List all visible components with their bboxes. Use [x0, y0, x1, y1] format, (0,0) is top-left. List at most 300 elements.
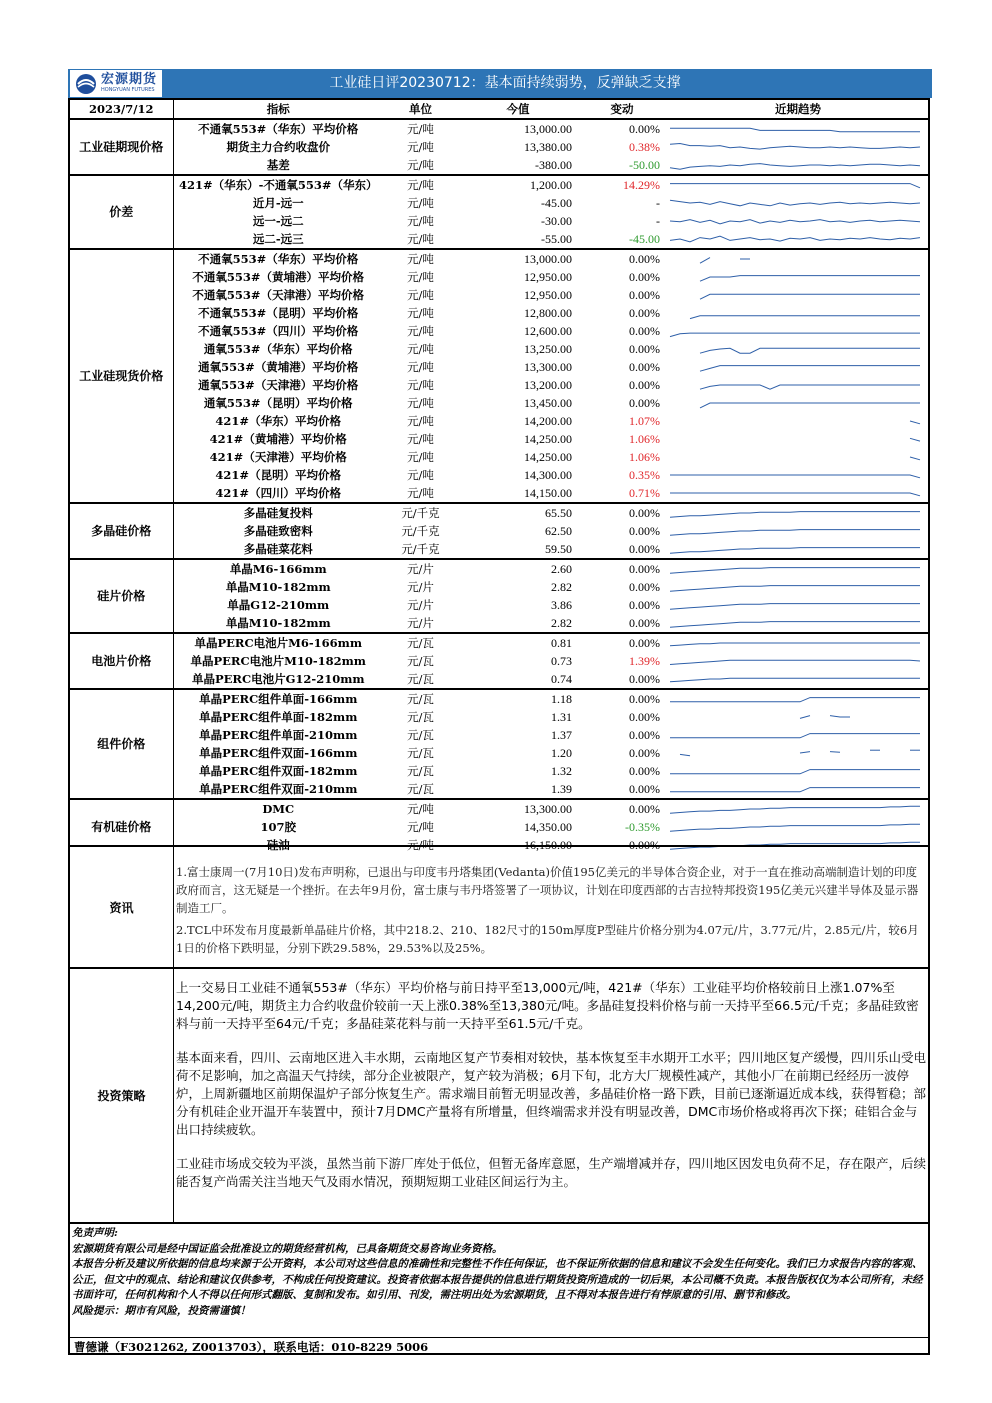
sparkline-line [700, 403, 920, 408]
table-row [70, 578, 930, 596]
indicator-cell: DMC [173, 799, 383, 818]
sparkline-chart [666, 744, 924, 762]
indicator-cell: 单晶PERC组件单面-210mm [199, 727, 358, 742]
value-cell: 13,450.00 [524, 395, 572, 410]
unit-cell: 元/吨 [407, 359, 434, 374]
trend-sparkline [666, 230, 930, 249]
unit-cell: 元/瓦 [407, 671, 434, 686]
strategy-body [176, 979, 926, 1207]
indicator-cell: 不通氧553#（四川）平均价格 [198, 323, 359, 338]
indicator-cell: 单晶M10-182mm [225, 579, 331, 594]
sparkline-line [690, 316, 920, 319]
trend-sparkline [666, 689, 930, 708]
change-cell: 0.71% [629, 485, 660, 500]
sparkline-line [670, 643, 920, 646]
logo-mark-icon [74, 73, 98, 95]
table-row [70, 156, 930, 175]
sparkline-line [670, 806, 920, 813]
sparkline-line [670, 698, 920, 702]
table-row [70, 322, 930, 340]
indicator-cell: 421#（华东）平均价格 [215, 413, 342, 428]
unit-cell: 元/瓦 [407, 745, 434, 760]
trend-sparkline [666, 503, 930, 522]
sparkline-chart [666, 286, 924, 304]
sparkline-chart [666, 194, 924, 212]
unit-cell: 元/吨 [407, 269, 434, 284]
sparkline-chart [666, 340, 924, 358]
sparkline-chart [666, 376, 924, 394]
sparkline-line [700, 258, 710, 264]
change-cell: 0.00% [629, 579, 660, 594]
table-row [70, 175, 930, 194]
trend-sparkline [666, 652, 930, 670]
indicator-cell: 单晶M6-166mm [173, 559, 383, 578]
news-item: 2.TCL中环发布月度最新单晶硅片价格，其中218.2、210、182尺寸的150m厚度P型硅片价格分别为4.07元/片，3.77元/片，2.85元/片，较6月1日的价格下跌明显，分别下跌29.58%，29.53%以及25%。 [176, 923, 919, 955]
value-cell: 12,950.00 [524, 287, 572, 302]
table-row [70, 194, 930, 212]
indicator-cell: 单晶PERC组件双面-166mm [199, 745, 358, 760]
unit-cell: 元/瓦 [407, 781, 434, 796]
trend-sparkline [666, 412, 930, 430]
indicator-cell: 通氧553#（华东）平均价格 [203, 341, 353, 356]
indicator-cell: 单晶PERC电池片G12-210mm [191, 671, 365, 686]
sparkline-chart [666, 304, 924, 322]
trend-sparkline [666, 484, 930, 503]
sparkline-chart [666, 230, 924, 248]
indicator-cell: 远一-远二 [252, 213, 304, 228]
table-row [70, 540, 930, 559]
sparkline-chart [666, 726, 924, 744]
sparkline-line [670, 236, 920, 242]
change-cell: 0.00% [629, 745, 660, 760]
table-row [70, 138, 930, 156]
header-trend: 近期趋势 [666, 100, 930, 119]
strategy-label: 投资策略 [70, 969, 174, 1222]
unit-cell: 元/片 [407, 615, 434, 630]
unit-cell: 元/千克 [401, 523, 440, 538]
trend-sparkline [666, 708, 930, 726]
strategy-paragraph: 基本面来看，四川、云南地区进入丰水期，云南地区复产节奏相对较快，基本恢复至丰水期开工水平；四川地区复产缓慢，四川乐山受电荷不足影响，加之高温天气持续，部分企业被限产，复产较为消极；6月下旬，北方大厂规模性减产，其他小厂在前期已经经历一波停炉，上周新疆地区前期保温炉子部分恢复生产。需求端目前暂无明显改善，多晶硅价格一路下跌，目前已逐渐逼近成本线，获得暂稳；部分有机硅企业开温开车装置中，预计7月DMC产量将有所增量，但终端需求并没有明显改善，DMC市场价格或将再次下探；硅铝合金与出口持续疲软。 [176, 1050, 927, 1137]
unit-cell: 元/吨 [407, 341, 434, 356]
table-row [70, 708, 930, 726]
value-cell: 0.81 [458, 633, 578, 652]
table-row [70, 394, 930, 412]
sparkline-chart [666, 484, 924, 502]
unit-cell: 元/瓦 [383, 689, 458, 708]
company-logo [70, 70, 162, 97]
trend-sparkline [666, 818, 930, 836]
value-cell: 16,150.00 [524, 837, 572, 852]
value-cell: 13,300.00 [524, 359, 572, 374]
sparkline-chart [666, 780, 924, 798]
trend-sparkline [666, 762, 930, 780]
sparkline-line [700, 294, 920, 299]
indicator-cell: 硅油 [266, 837, 290, 852]
change-cell: -0.35% [625, 819, 660, 834]
sparkline-line [670, 220, 920, 224]
category-label: 有机硅价格 [70, 799, 173, 854]
unit-cell: 元/吨 [407, 467, 434, 482]
value-cell: 12,600.00 [524, 323, 572, 338]
value-cell: 13,000.00 [458, 249, 578, 268]
report-title: 工业硅日评20230712：基本面持续弱势，反弹缺乏支撑 [329, 75, 681, 91]
value-cell: 2.60 [458, 559, 578, 578]
value-cell: 2.82 [551, 615, 572, 630]
unit-cell: 元/千克 [401, 541, 440, 556]
change-cell: 1.06% [629, 431, 660, 446]
change-cell: 0.00% [629, 671, 660, 686]
change-cell: 0.00% [629, 359, 660, 374]
trend-sparkline [666, 559, 930, 578]
value-cell: 65.50 [458, 503, 578, 522]
trend-sparkline [666, 726, 930, 744]
change-cell: 0.00% [629, 541, 660, 556]
table-row [70, 448, 930, 466]
report-date: 2023/7/12 [70, 100, 173, 119]
change-cell: 0.00% [629, 781, 660, 796]
table-row [70, 744, 930, 762]
trend-sparkline [666, 670, 930, 689]
sparkline-chart [666, 818, 924, 836]
sparkline-line [670, 586, 920, 592]
value-cell: 59.50 [545, 541, 572, 556]
value-cell: 14,350.00 [524, 819, 572, 834]
value-cell: 13,300.00 [458, 799, 578, 818]
change-cell: 1.39% [629, 653, 660, 668]
value-cell: -55.00 [541, 231, 572, 246]
disclaimer-title: 免责声明: [72, 1227, 118, 1239]
change-cell: 1.06% [629, 449, 660, 464]
unit-cell: 元/瓦 [407, 653, 434, 668]
indicator-cell: 421#（昆明）平均价格 [215, 467, 342, 482]
logo-cn: 宏源期货 [101, 72, 158, 87]
change-cell: 0.00% [629, 615, 660, 630]
change-cell: 0.00% [578, 633, 666, 652]
trend-sparkline [666, 430, 930, 448]
change-cell: 0.00% [629, 763, 660, 778]
disclaimer-line: 本报告分析及建议所依据的信息均来源于公开资料，本公司对这些信息的准确性和完整性不作任何保证，也不保证所依据的信息和建议不会发生任何变化。我们已力求报告内容的客观、公正，但文中的观点、结论和建议仅供参考，不构成任何投资建议。投资者依据本报告提供的信息进行期货投资所造成的一切后果，本公司概不负责。本报告版权仅为本公司所有，未经书面许可，任何机构和个人不得以任何形式翻版、复制和发布。如引用、刊发，需注明出处为宏源期货，且不得对本报告进行有悖原意的引用、删节和修改。 [72, 1258, 923, 1301]
trend-sparkline [666, 799, 930, 818]
trend-sparkline [666, 286, 930, 304]
unit-cell: 元/千克 [383, 503, 458, 522]
contact-info: 曹德谦（F3021262, Z0013703），联系电话：010-8229 5006 [70, 1337, 930, 1355]
table-row [70, 340, 930, 358]
indicator-cell: 107胶 [260, 819, 296, 834]
trend-sparkline [666, 249, 930, 268]
value-cell: 13,250.00 [524, 341, 572, 356]
table-row [70, 484, 930, 503]
sparkline-line [670, 512, 920, 518]
value-cell: 3.86 [551, 597, 572, 612]
value-cell: -45.00 [541, 195, 572, 210]
change-cell: 0.00% [578, 503, 666, 522]
sparkline-chart [666, 212, 924, 230]
category-label: 价差 [70, 175, 173, 249]
value-cell: -380.00 [535, 157, 572, 172]
value-cell: 1,200.00 [458, 175, 578, 194]
sparkline-line [670, 788, 920, 792]
indicator-cell: 单晶PERC组件单面-166mm [173, 689, 383, 708]
indicator-cell: 期货主力合约收盘价 [226, 139, 330, 154]
sparkline-line [800, 716, 810, 719]
trend-sparkline [666, 358, 930, 376]
trend-sparkline [666, 466, 930, 484]
table-row [70, 652, 930, 670]
sparkline-chart [666, 578, 924, 596]
category-label: 工业硅现货价格 [70, 249, 173, 503]
indicator-cell: 单晶PERC电池片M10-182mm [190, 653, 366, 668]
table-row [70, 689, 930, 708]
trend-sparkline [666, 744, 930, 762]
indicator-cell: 多晶硅菜花料 [243, 541, 313, 556]
sparkline-chart [666, 138, 924, 156]
table-row [70, 230, 930, 249]
indicator-cell: 不通氧553#（华东）平均价格 [173, 249, 383, 268]
table-header-row [70, 100, 930, 119]
value-cell: 1.39 [551, 781, 572, 796]
value-cell: 14,300.00 [524, 467, 572, 482]
unit-cell: 元/瓦 [407, 727, 434, 742]
change-cell: 0.00% [578, 799, 666, 818]
sparkline-line [670, 604, 920, 610]
change-cell: 0.00% [629, 305, 660, 320]
value-cell: 2.82 [551, 579, 572, 594]
change-cell: 0.00% [578, 689, 666, 708]
unit-cell: 元/吨 [407, 213, 434, 228]
news-body [176, 863, 926, 961]
change-cell: 0.00% [629, 269, 660, 284]
unit-cell: 元/吨 [407, 837, 434, 852]
value-cell: 14,250.00 [524, 449, 572, 464]
unit-cell: 元/吨 [407, 431, 434, 446]
unit-cell: 元/吨 [407, 195, 434, 210]
table-row [70, 212, 930, 230]
unit-cell: 元/吨 [383, 799, 458, 818]
table-row [70, 286, 930, 304]
indicator-cell: 单晶PERC组件单面-182mm [199, 709, 358, 724]
indicator-cell: 基差 [266, 157, 290, 172]
value-cell: -30.00 [541, 213, 572, 228]
change-cell: 0.00% [578, 559, 666, 578]
change-cell: 0.00% [629, 287, 660, 302]
unit-cell: 元/吨 [407, 139, 434, 154]
table-row [70, 780, 930, 799]
change-cell: 0.35% [629, 467, 660, 482]
value-cell: 12,950.00 [524, 269, 572, 284]
indicator-cell: 不通氧553#（黄埔港）平均价格 [192, 269, 365, 284]
strategy-paragraph: 工业硅市场成交较为平淡，虽然当前下游厂库处于低位，但暂无备库意愿，生产端增减并存，四川地区因发电负荷不足，存在限产，后续能否复产尚需关注当地天气及雨水情况，预期短期工业硅区间运行为主。 [176, 1156, 927, 1189]
news-item: 1.富士康周一(7月10日)发布声明称，已退出与印度韦丹塔集团(Vedanta)价值195亿美元的半导体合资企业，对于一直在推动高端制造计划的印度政府而言，这无疑是一个挫折。在去年9月份，富士康与韦丹塔签署了一项协议，计划在印度西部的古吉拉特邦投资195亿美元兴建半导体及显示器制造工厂。 [176, 865, 919, 915]
news-label: 资讯 [70, 847, 174, 967]
trend-sparkline [666, 119, 930, 138]
indicator-cell: 通氧553#（黄埔港）平均价格 [198, 359, 359, 374]
unit-cell: 元/吨 [383, 175, 458, 194]
value-cell: 1.37 [551, 727, 572, 742]
table-row [70, 358, 930, 376]
sparkline-line [670, 548, 920, 554]
trend-sparkline [666, 376, 930, 394]
sparkline-chart [666, 634, 924, 652]
sparkline-line [670, 333, 920, 337]
sparkline-chart [666, 156, 924, 174]
unit-cell: 元/吨 [407, 485, 434, 500]
indicator-cell: 421#（华东）-不通氧553#（华东） [173, 175, 383, 194]
sparkline-chart [666, 540, 924, 558]
table-row [70, 762, 930, 780]
table-row [70, 799, 930, 818]
trend-sparkline [666, 614, 930, 633]
trend-sparkline [666, 212, 930, 230]
table-row [70, 818, 930, 836]
header-unit: 单位 [383, 100, 458, 119]
sparkline-line [830, 716, 850, 717]
unit-cell: 元/片 [407, 597, 434, 612]
indicator-cell: 单晶G12-210mm [227, 597, 330, 612]
sparkline-chart [666, 176, 924, 194]
unit-cell: 元/吨 [407, 413, 434, 428]
sparkline-line [670, 475, 920, 478]
indicator-cell: 多晶硅致密料 [243, 523, 313, 538]
sparkline-line [670, 734, 920, 738]
disclaimer-divider [70, 1222, 930, 1224]
unit-cell: 元/吨 [383, 249, 458, 268]
sparkline-chart [666, 800, 924, 818]
table-row [70, 268, 930, 286]
sparkline-line [700, 385, 920, 389]
strategy-paragraph: 上一交易日工业硅不通氧553#（华东）平均价格与前日持平至13,000元/吨，421#（华东）工业硅平均价格较前日上涨1.07%至14,200元/吨，期货主力合约收盘价较前一天上涨0.38%至13,380元/吨。多晶硅复投料价格与前一天持平至66.5元/千克；多晶硅致密料与前一天持平至64元/千克；多晶硅菜花料与前一天持平至61.5元/千克。 [176, 980, 919, 1031]
sparkline-line [800, 752, 810, 753]
sparkline-line [670, 660, 920, 664]
change-cell: 1.07% [629, 413, 660, 428]
trend-sparkline [666, 194, 930, 212]
sparkline-chart [666, 652, 924, 670]
value-cell: 62.50 [545, 523, 572, 538]
sparkline-chart [666, 412, 924, 430]
sparkline-line [670, 164, 920, 170]
sparkline-chart [666, 614, 924, 632]
value-cell: 13,380.00 [524, 139, 572, 154]
change-cell: - [656, 213, 660, 228]
table-row [70, 726, 930, 744]
unit-cell: 元/片 [383, 559, 458, 578]
trend-sparkline [666, 780, 930, 799]
change-cell: 0.00% [629, 727, 660, 742]
indicator-cell: 421#（四川）平均价格 [215, 485, 342, 500]
table-row [70, 412, 930, 430]
value-cell: 14,200.00 [524, 413, 572, 428]
table-row [70, 559, 930, 578]
risk-warning: 风险提示：期市有风险，投资需谨慎！ [72, 1304, 251, 1317]
sparkline-chart [666, 504, 924, 522]
sparkline-line [670, 770, 920, 774]
trend-sparkline [666, 138, 930, 156]
indicator-cell: 421#（黄埔港）平均价格 [209, 431, 347, 446]
unit-cell: 元/吨 [407, 157, 434, 172]
header-value: 今值 [458, 100, 578, 119]
sparkline-line [670, 824, 920, 831]
trend-sparkline [666, 522, 930, 540]
sparkline-chart [666, 448, 924, 466]
change-cell: 0.00% [629, 395, 660, 410]
sparkline-chart [666, 560, 924, 578]
indicator-cell: 不通氧553#（昆明）平均价格 [198, 305, 359, 320]
sparkline-chart [666, 430, 924, 448]
unit-cell: 元/吨 [407, 449, 434, 464]
sparkline-chart [666, 466, 924, 484]
sparkline-chart [666, 322, 924, 340]
header-indicator: 指标 [173, 100, 383, 119]
trend-sparkline [666, 268, 930, 286]
unit-cell: 元/瓦 [407, 763, 434, 778]
value-cell: 1.31 [551, 709, 572, 724]
trend-sparkline [666, 633, 930, 652]
table-row [70, 430, 930, 448]
sparkline-chart [666, 250, 924, 268]
sparkline-line [670, 493, 920, 496]
sparkline-line [670, 184, 920, 188]
trend-sparkline [666, 322, 930, 340]
table-row [70, 670, 930, 689]
sparkline-line [670, 144, 920, 150]
category-label: 硅片价格 [70, 559, 173, 633]
sparkline-chart [666, 690, 924, 708]
sparkline-chart [666, 268, 924, 286]
category-label: 电池片价格 [70, 633, 173, 689]
value-cell: 1.20 [551, 745, 572, 760]
value-cell: 13,000.00 [458, 119, 578, 138]
change-cell: 0.38% [629, 139, 660, 154]
indicator-cell: 通氧553#（昆明）平均价格 [203, 395, 353, 410]
sparkline-line [830, 752, 840, 753]
change-cell: - [656, 195, 660, 210]
table-row [70, 633, 930, 652]
indicator-cell: 远二-远三 [252, 231, 304, 246]
value-cell: 13,200.00 [524, 377, 572, 392]
indicator-cell: 多晶硅复投料 [173, 503, 383, 522]
unit-cell: 元/瓦 [383, 633, 458, 652]
unit-cell: 元/吨 [383, 119, 458, 138]
unit-cell: 元/吨 [407, 305, 434, 320]
disclaimer [72, 1226, 926, 1319]
category-label: 组件价格 [70, 689, 173, 799]
change-cell: 0.00% [629, 323, 660, 338]
table-row [70, 522, 930, 540]
sparkline-line [700, 348, 920, 353]
sparkline-line [670, 568, 920, 574]
change-cell: 0.00% [629, 377, 660, 392]
indicator-cell: 单晶M10-182mm [225, 615, 331, 630]
unit-cell: 元/吨 [407, 819, 434, 834]
indicator-cell: 不通氧553#（天津港）平均价格 [192, 287, 365, 302]
unit-cell: 元/吨 [407, 395, 434, 410]
change-cell: 0.00% [629, 837, 660, 852]
change-cell: -45.00 [629, 231, 660, 246]
sparkline-chart [666, 394, 924, 412]
sparkline-chart [666, 522, 924, 540]
sparkline-line [670, 622, 920, 628]
sparkline-line [700, 276, 920, 282]
sparkline-line [670, 530, 920, 536]
value-cell: 14,250.00 [524, 431, 572, 446]
indicator-cell: 421#（天津港）平均价格 [209, 449, 347, 464]
trend-sparkline [666, 578, 930, 596]
price-table [70, 100, 930, 854]
sparkline-chart [666, 762, 924, 780]
change-cell: 0.00% [629, 597, 660, 612]
trend-sparkline [666, 448, 930, 466]
unit-cell: 元/吨 [407, 287, 434, 302]
value-cell: 14,150.00 [524, 485, 572, 500]
